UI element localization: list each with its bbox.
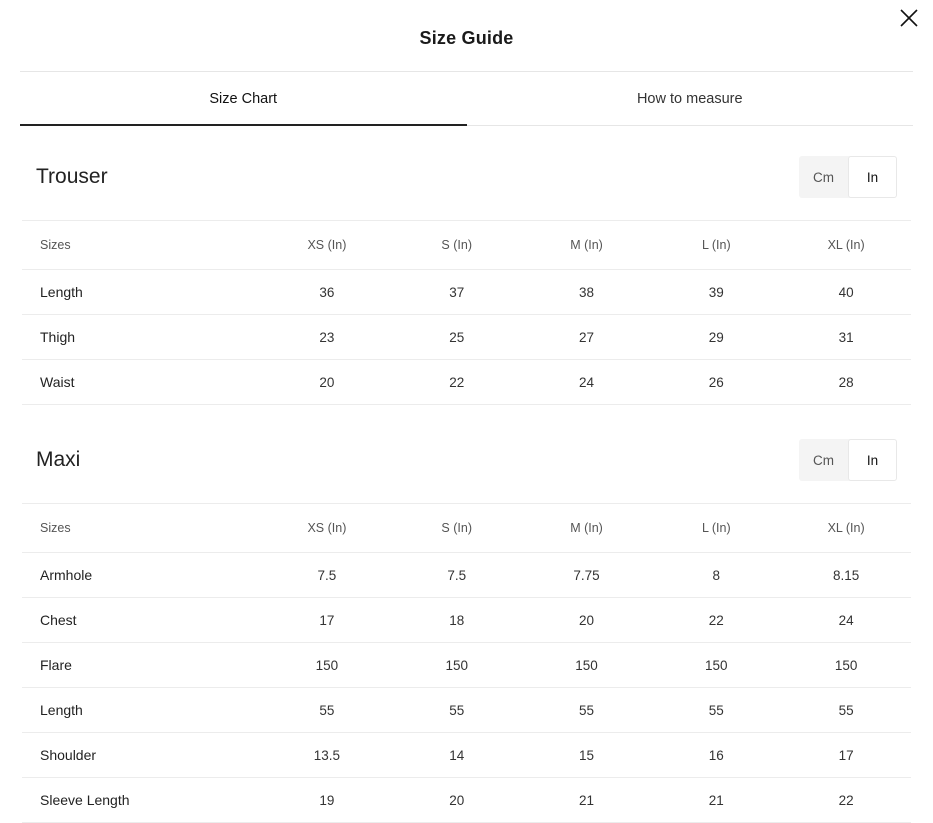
close-icon[interactable] [893, 2, 925, 34]
row-label: Flare [22, 643, 262, 688]
column-header: Sizes [22, 221, 262, 270]
page-title: Size Guide [419, 28, 514, 48]
unit-toggle-trouser [799, 156, 897, 198]
cell-value: 150 [522, 643, 652, 688]
cell-value: 23 [262, 315, 392, 360]
column-header: S (In) [392, 504, 522, 553]
column-header: S (In) [392, 221, 522, 270]
cell-value: 20 [522, 598, 652, 643]
cell-value: 150 [781, 643, 911, 688]
column-header: XS (In) [262, 221, 392, 270]
cell-value: 31 [781, 315, 911, 360]
row-label: Shoulder [22, 733, 262, 778]
cell-value: 24 [522, 360, 652, 405]
table-row [22, 315, 911, 360]
column-header: XL (In) [781, 221, 911, 270]
cell-value: 150 [262, 643, 392, 688]
table-row [22, 270, 911, 315]
table-row [22, 733, 911, 778]
cell-value: 17 [781, 733, 911, 778]
cell-value: 7.5 [392, 553, 522, 598]
row-label: Chest [22, 598, 262, 643]
cell-value: 7.75 [522, 553, 652, 598]
table-row [22, 643, 911, 688]
column-header: L (In) [651, 221, 781, 270]
section-title-maxi: Maxi [36, 448, 81, 471]
tab-size-chart[interactable]: Size Chart [20, 72, 467, 125]
row-label: Length [22, 270, 262, 315]
column-header: L (In) [651, 504, 781, 553]
row-label: Length [22, 688, 262, 733]
cell-value: 39 [651, 270, 781, 315]
tab-bar [20, 71, 913, 126]
table-row [22, 360, 911, 405]
cell-value: 150 [392, 643, 522, 688]
cell-value: 37 [392, 270, 522, 315]
unit-button-in-trouser[interactable]: In [848, 156, 897, 198]
cell-value: 55 [262, 688, 392, 733]
cell-value: 21 [522, 778, 652, 823]
cell-value: 15 [522, 733, 652, 778]
cell-value: 17 [262, 598, 392, 643]
column-header: M (In) [522, 221, 652, 270]
cell-value: 26 [651, 360, 781, 405]
section-header [22, 126, 911, 220]
cell-value: 29 [651, 315, 781, 360]
size-table-maxi [22, 503, 911, 823]
cell-value: 19 [262, 778, 392, 823]
section-trouser [0, 126, 933, 405]
table-header-row [22, 504, 911, 553]
row-label: Sleeve Length [22, 778, 262, 823]
table-row [22, 598, 911, 643]
row-label: Waist [22, 360, 262, 405]
cell-value: 25 [392, 315, 522, 360]
tab-how-to-measure[interactable]: How to measure [467, 72, 914, 125]
column-header: Sizes [22, 504, 262, 553]
column-header: XL (In) [781, 504, 911, 553]
cell-value: 38 [522, 270, 652, 315]
cell-value: 55 [522, 688, 652, 733]
column-header: M (In) [522, 504, 652, 553]
cell-value: 28 [781, 360, 911, 405]
size-table-trouser [22, 220, 911, 405]
unit-toggle-maxi [799, 439, 897, 481]
section-title-trouser: Trouser [36, 165, 108, 188]
unit-button-cm-trouser[interactable]: Cm [799, 156, 848, 198]
cell-value: 150 [651, 643, 781, 688]
table-header-row [22, 221, 911, 270]
table-row [22, 778, 911, 823]
row-label: Armhole [22, 553, 262, 598]
cell-value: 7.5 [262, 553, 392, 598]
cell-value: 13.5 [262, 733, 392, 778]
cell-value: 20 [262, 360, 392, 405]
cell-value: 22 [781, 778, 911, 823]
cell-value: 8 [651, 553, 781, 598]
unit-button-in-maxi[interactable]: In [848, 439, 897, 481]
row-label: Thigh [22, 315, 262, 360]
cell-value: 55 [781, 688, 911, 733]
cell-value: 22 [392, 360, 522, 405]
cell-value: 24 [781, 598, 911, 643]
cell-value: 14 [392, 733, 522, 778]
cell-value: 20 [392, 778, 522, 823]
table-row [22, 553, 911, 598]
unit-button-cm-maxi[interactable]: Cm [799, 439, 848, 481]
cell-value: 27 [522, 315, 652, 360]
table-row [22, 688, 911, 733]
cell-value: 55 [651, 688, 781, 733]
cell-value: 21 [651, 778, 781, 823]
cell-value: 18 [392, 598, 522, 643]
column-header: XS (In) [262, 504, 392, 553]
section-maxi [0, 409, 933, 823]
cell-value: 8.15 [781, 553, 911, 598]
cell-value: 16 [651, 733, 781, 778]
section-header [22, 409, 911, 503]
cell-value: 55 [392, 688, 522, 733]
cell-value: 40 [781, 270, 911, 315]
close-icon-glyph [898, 7, 920, 29]
cell-value: 36 [262, 270, 392, 315]
cell-value: 22 [651, 598, 781, 643]
